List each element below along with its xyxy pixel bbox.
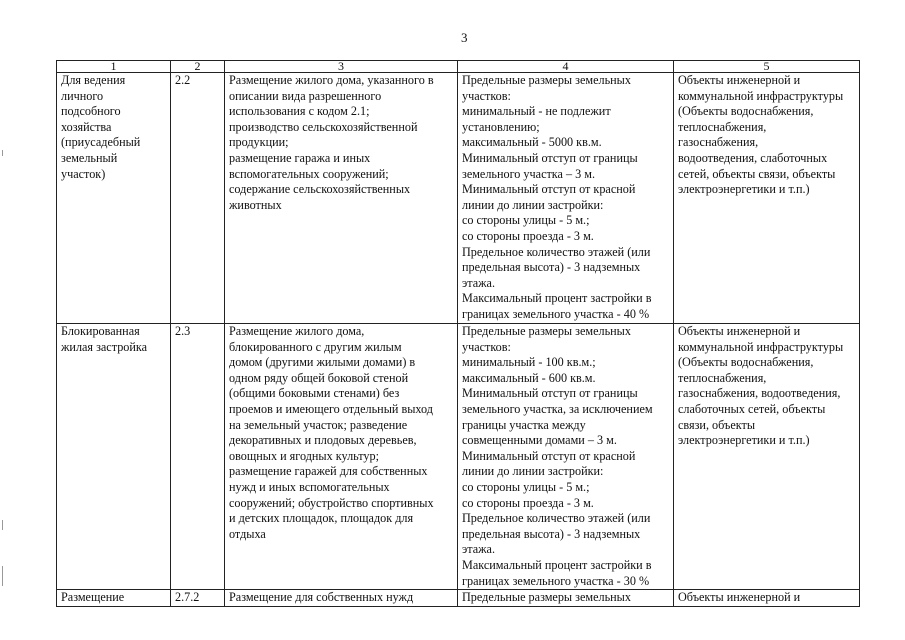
column-number-5: 5 (674, 61, 860, 73)
column-number-4: 4 (458, 61, 674, 73)
table-row (57, 324, 860, 590)
column-number-3: 3 (225, 61, 458, 73)
use-type-name: Размещение (57, 590, 171, 607)
use-type-description: Размещение жилого дома, блокированного с другим жилым домом (другими жилыми домами) в одном ряду общей боковой стеной (общими боковыми стенами) без проемов и имеющего отдельный выход на земельный участок; разведение декоративных и плодовых деревьев, овощных и ягодных культур; размещение гаражей для собственных нужд и иных вспомогательных сооружений; обустройство спортивных и детских площадок, площадок для отдыха (225, 324, 458, 590)
use-type-description: Размещение жилого дома, указанного в описании вида разрешенного использования с кодом 2.1; производство сельскохозяйственной продукции; размещение гаража и иных вспомогательных сооружений; содержание сельскохозяйственных животных (225, 73, 458, 324)
table-row (57, 590, 860, 607)
use-type-name: Блокированная жилая застройка (57, 324, 171, 590)
scan-margin-mark (2, 566, 3, 586)
scan-margin-mark (2, 150, 3, 156)
use-type-auxiliary-objects: Объекты инженерной и коммунальной инфраструктуры (Объекты водоснабжения, теплоснабжения, газоснабжения, водоотведения, слаботочных сетей, объекты связи, объекты электроэнергетики и т.п.) (674, 73, 860, 324)
use-type-code: 2.7.2 (171, 590, 225, 607)
use-type-auxiliary-objects: Объекты инженерной и (674, 590, 860, 607)
use-type-code: 2.2 (171, 73, 225, 324)
use-type-parameters: Предельные размеры земельных участков: минимальный - 100 кв.м.; максимальный - 600 кв.м. Минимальный отступ от границы земельного участка, за исключением границы участка между совмещенными домами – 3 м. Минимальный отступ от красной линии до линии застройки: со стороны улицы - 5 м.; со стороны проезда - 3 м. Предельное количество этажей (или предельная высота) - 3 надземных этажа. Максимальный процент застройки в границах земельного участка - 30 % (458, 324, 674, 590)
column-number-2: 2 (171, 61, 225, 73)
column-number-1: 1 (57, 61, 171, 73)
page-number: 3 (461, 30, 468, 45)
table-row (57, 73, 860, 324)
use-type-parameters: Предельные размеры земельных (458, 590, 674, 607)
use-type-code: 2.3 (171, 324, 225, 590)
use-type-parameters: Предельные размеры земельных участков: минимальный - не подлежит установлению; максимальный - 5000 кв.м. Минимальный отступ от границы земельного участка – 3 м. Минимальный отступ от красной линии до линии застройки: со стороны улицы - 5 м.; со стороны проезда - 3 м. Предельное количество этажей (или предельная высота) - 3 надземных этажа. Максимальный процент застройки в границах земельного участка - 40 % (458, 73, 674, 324)
use-type-name: Для ведения личного подсобного хозяйства (приусадебный земельный участок) (57, 73, 171, 324)
table-header-row (57, 61, 860, 73)
use-type-auxiliary-objects: Объекты инженерной и коммунальной инфраструктуры (Объекты водоснабжения, теплоснабжения, газоснабжения, водоотведения, слаботочных сетей, объекты связи, объекты электроэнергетики и т.п.) (674, 324, 860, 590)
zoning-table (56, 60, 860, 607)
scan-margin-mark (2, 520, 3, 530)
use-type-description: Размещение для собственных нужд (225, 590, 458, 607)
